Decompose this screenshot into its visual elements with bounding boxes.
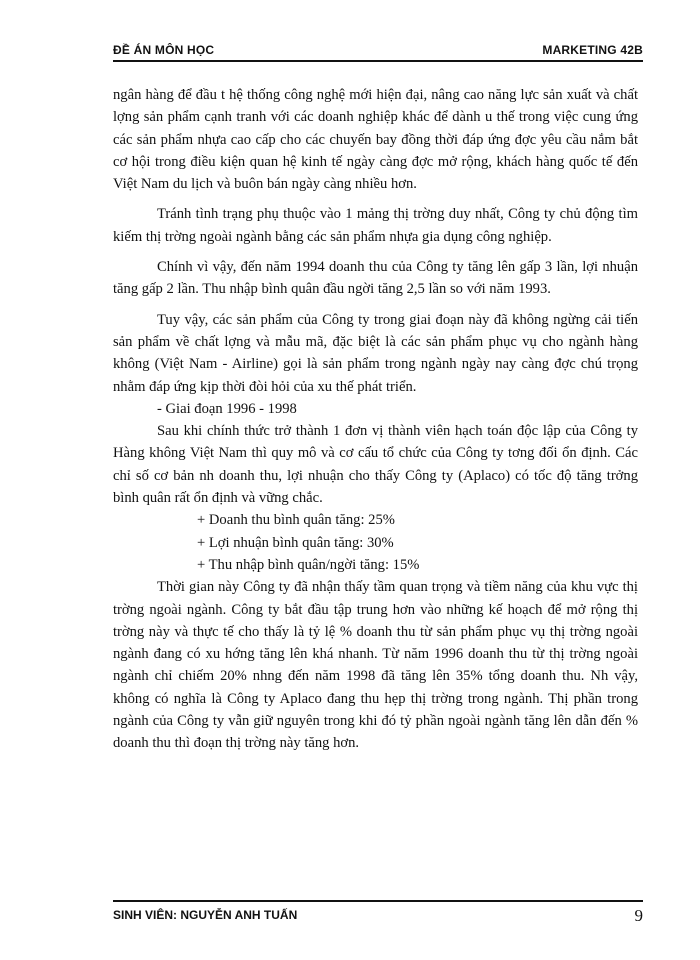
bullet-income: + Thu nhập bình quân/ngời tăng: 15% [197, 556, 420, 573]
footer-rule [113, 900, 643, 902]
paragraph-independent-unit: Sau khi chính thức trở thành 1 đơn vị thành viên hạch toán độc lập của Công ty Hàng không Việt Nam thì quy mô và cơ cấu tổ chức của Công ty tơng đối ổn định. Các chỉ số cơ bản nh doanh thu, lợi nhuận cho thấy Công ty (Aplaco) có tốc độ tăng trởng bình quân rất ổn định và vững chắc. [113, 423, 638, 507]
paragraph-market-dependence: Tránh tình trạng phụ thuộc vào 1 mảng thị trờng duy nhất, Công ty chủ động tìm kiếm thị trờng ngoài ngành bằng các sản phẩm nhựa gia dụng công nghiệp. [113, 206, 638, 245]
class-label: MARKETING 42B [542, 43, 643, 57]
paragraph-continuation: ngân hàng để đầu t hệ thống công nghệ mới hiện đại, nâng cao năng lực sản xuất và chất lợng sản phẩm cạnh tranh với các doanh nghiệp khác để dành u thế trong việc cung ứng các sản phẩm nhựa cao cấp cho các chuyến bay đồng thời đáp ứng đợc yêu cầu nắm bắt cơ hội trong điều kiện quan hệ kinh tế ngày càng đợc mở rộng, khách hàng quốc tế đến Việt Nam du lịch và buôn bán ngày càng nhiều hơn. [113, 87, 638, 193]
section-heading-1996-1998: - Giai đoạn 1996 - 1998 [157, 400, 297, 417]
page-header [113, 43, 643, 59]
paragraph-external-market: Thời gian này Công ty đã nhận thấy tầm quan trọng và tiềm năng của khu vực thị trờng ngoài ngành. Công ty bắt đầu tập trung hơn vào những kế hoạch để mở rộng thị trờng này và thực tế cho thấy là tỷ lệ % doanh thu từ sản phẩm phục vụ thị trờng ngoài ngành đang có xu hớng tăng lên khá nhanh. Từ năm 1996 doanh thu từ thị trờng ngoài ngành chỉ chiếm 20% nhng đến năm 1998 đã tăng lên 35% tổng doanh thu. Nh vậy, không có nghĩa là Công ty Aplaco đang thu hẹp thị trờng trong ngành. Thị phần trong ngành của Công ty vẫn giữ nguyên trong khi đó tỷ phần ngoài ngành tăng lên dẫn đến % doanh thu thì đoạn thị trờng này tăng hơn. [113, 579, 638, 752]
header-rule [113, 60, 643, 62]
bullet-revenue: + Doanh thu bình quân tăng: 25% [197, 512, 395, 529]
course-title: ĐỀ ÁN MÔN HỌC [113, 43, 215, 57]
page-footer [113, 906, 643, 928]
bullet-profit: + Lợi nhuận bình quân tăng: 30% [197, 534, 394, 551]
document-body [113, 84, 638, 755]
student-name: SINH VIÊN: NGUYỄN ANH TUẤN [113, 908, 298, 922]
paragraph-1994-results: Chính vì vậy, đến năm 1994 doanh thu của Công ty tăng lên gấp 3 lần, lợi nhuận tăng gấp 2 lần. Thu nhập bình quân đầu ngời tăng 2,5 lần so với năm 1993. [113, 259, 638, 298]
paragraph-product-improvement: Tuy vậy, các sản phẩm của Công ty trong giai đoạn này đã không ngừng cải tiến sản phẩm về chất lợng và mẫu mã, đặc biệt là các sản phẩm phục vụ cho ngành hàng không (Việt Nam - Airline) gọi là sản phẩm trong ngành ngày nay càng đợc chú trọng nhằm đáp ứng kịp thời đòi hỏi của xu thế phát triển. [113, 311, 638, 395]
page-number: 9 [634, 906, 643, 925]
